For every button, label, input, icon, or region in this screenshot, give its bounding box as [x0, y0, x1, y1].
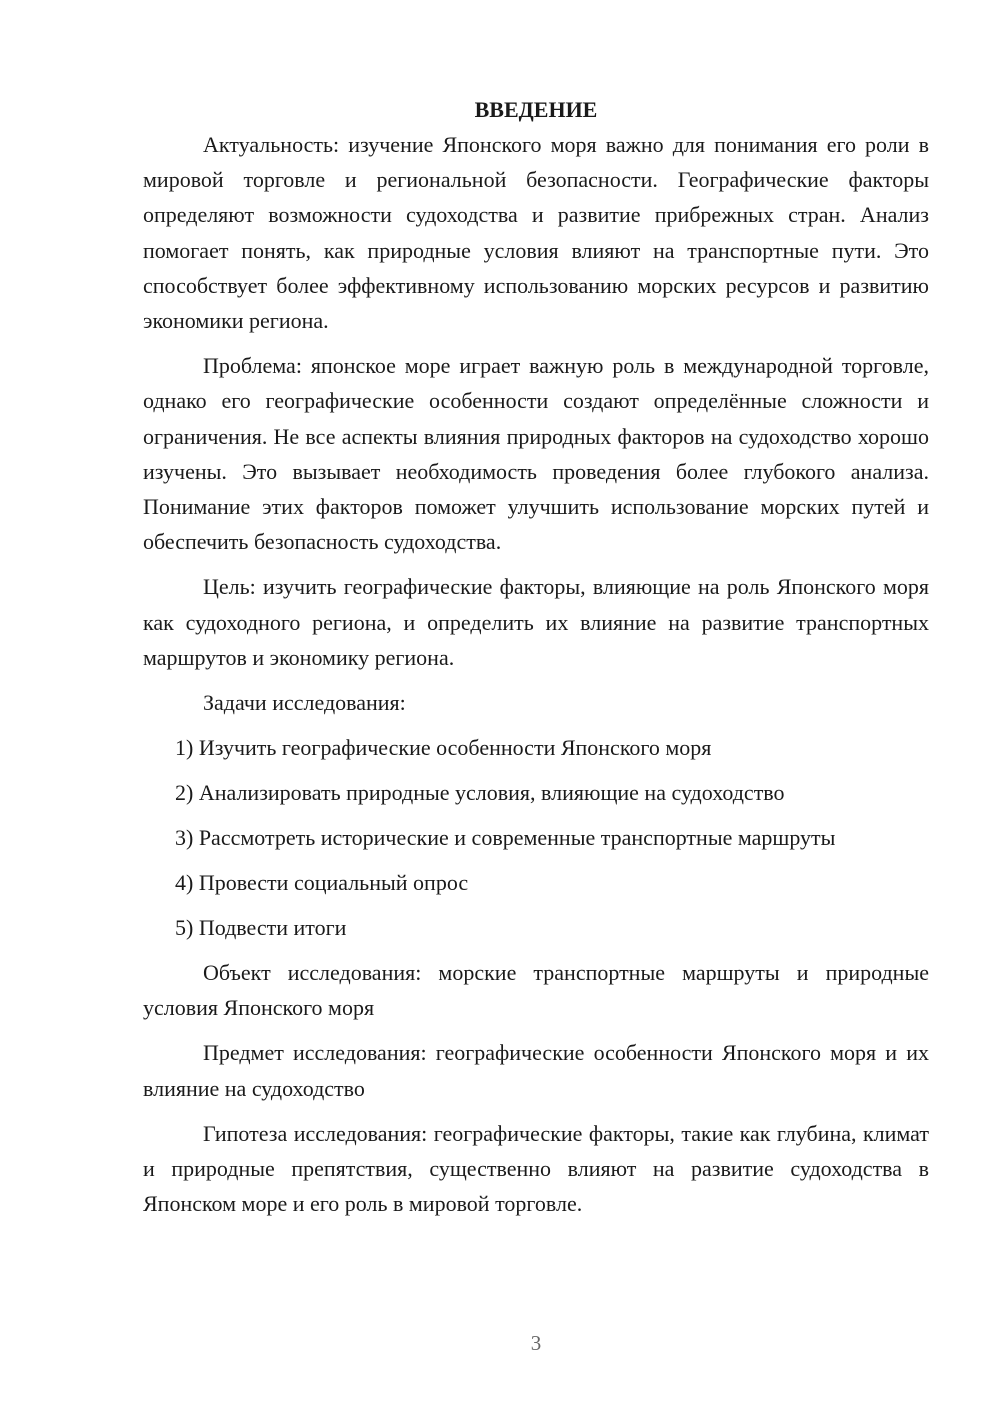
- paragraph-hypothesis: Гипотеза исследования: географические факторы, такие как глубина, климат и природные препятствия, существенно влияют на развитие судоходства в Японском море и его роль в мировой торговле.: [143, 1120, 929, 1217]
- document-page: [143, 92, 929, 1231]
- paragraph-goal: Цель: изучить географические факторы, влияющие на роль Японского моря как судоходного региона, и определить их влияние на развитие транспортных маршрутов и экономику региона.: [143, 574, 929, 670]
- tasks-heading: Задачи исследования:: [203, 690, 406, 716]
- page-number: 3: [530, 1331, 542, 1355]
- page-title: ВВЕДЕНИЕ: [474, 97, 598, 122]
- list-item: 4) Провести социальный опрос: [175, 870, 469, 896]
- paragraph-problem: Проблема: японское море играет важную роль в международной торговле, однако его географические особенности создают определённые сложности и ограничения. Не все аспекты влияния природных факторов на судоходство хорошо изучены. Это вызывает необходимость проведения более глубокого анализа. Понимание этих факторов поможет улучшить использование морских путей и обеспечить безопасность судоходства.: [143, 353, 929, 555]
- paragraph-subject: Предмет исследования: географические особенности Японского моря и их влияние на судоходство: [143, 1040, 929, 1101]
- paragraph-relevance: Актуальность: изучение Японского моря важно для понимания его роли в мировой торговле и региональной безопасности. Географические факторы определяют возможности судоходства и развитие прибрежных стран. Анализ помогает понять, как природные условия влияют на транспортные пути. Это способствует более эффективному использованию морских ресурсов и развитию экономики региона.: [143, 132, 929, 334]
- list-item: 3) Рассмотреть исторические и современные транспортные маршруты: [175, 825, 836, 851]
- list-item: 5) Подвести итоги: [175, 915, 347, 941]
- list-item: 2) Анализировать природные условия, влияющие на судоходство: [175, 780, 785, 806]
- list-item: 1) Изучить географические особенности Японского моря: [175, 735, 712, 761]
- paragraph-object: Объект исследования: морские транспортные маршруты и природные условия Японского моря: [143, 960, 929, 1021]
- tasks-list: [143, 730, 929, 945]
